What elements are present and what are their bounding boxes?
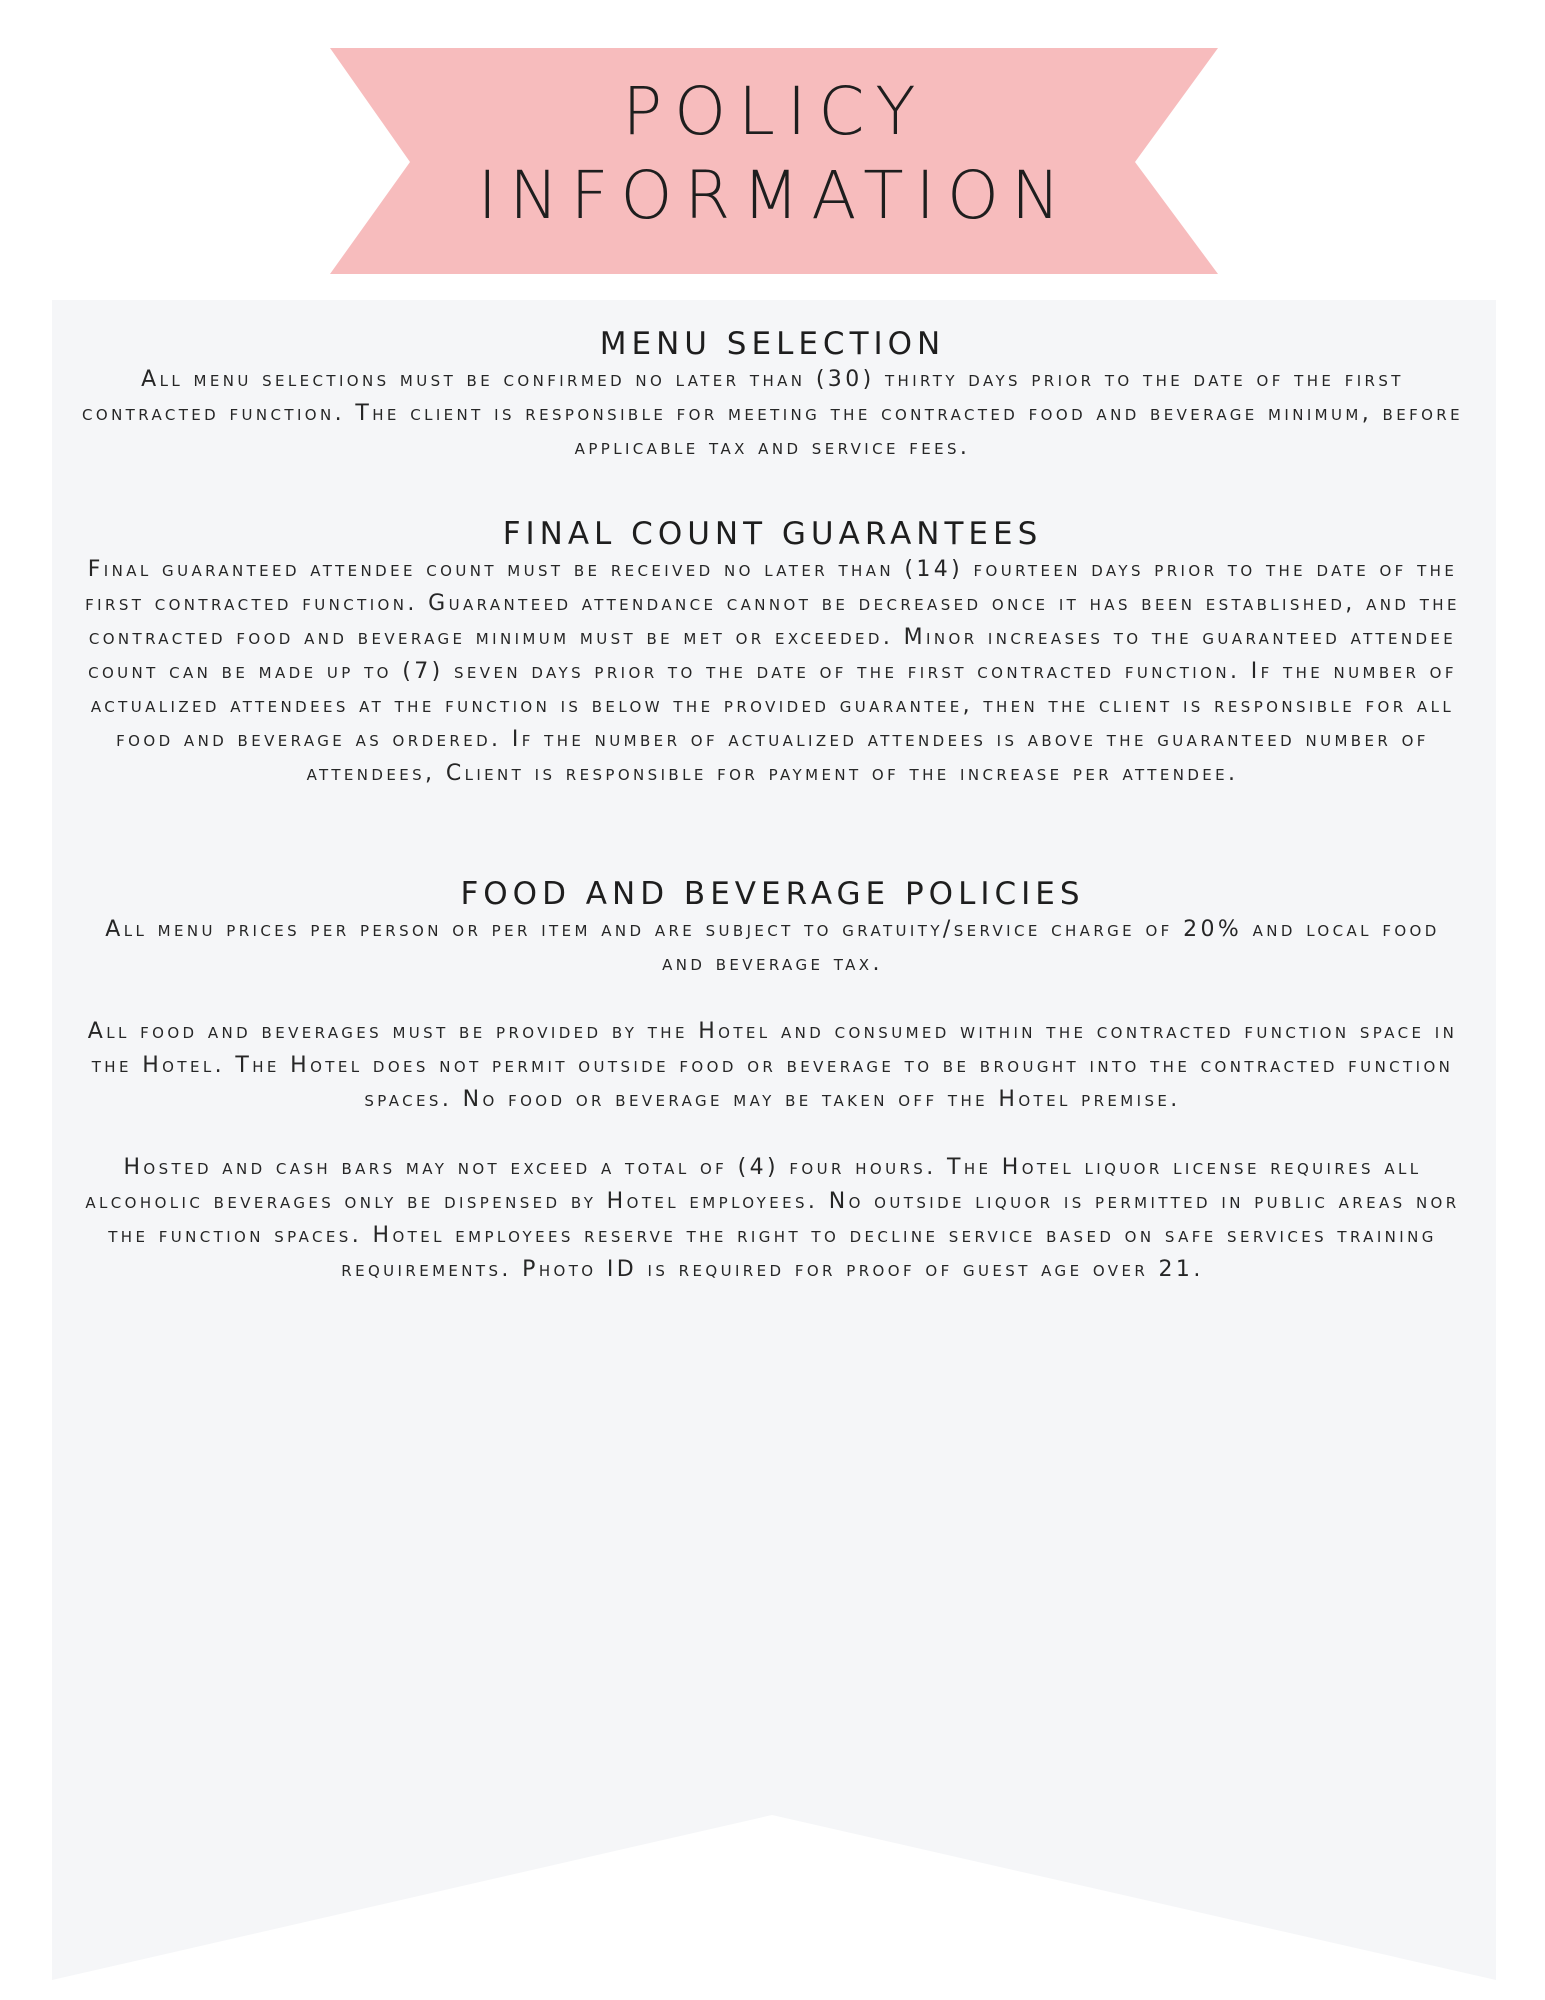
menu-selection-heading: MENU SELECTION	[599, 326, 946, 362]
title-line-information: INFORMATION	[477, 157, 1073, 234]
food-beverage-heading: FOOD AND BEVERAGE POLICIES	[460, 876, 1085, 912]
menu-selection-section	[80, 325, 1465, 465]
food-beverage-text-3: Hosted and cash bars may not exceed a total of (4) four hours. The Hotel liquor license requires all alcoholic beverages only be dispensed by Hotel employees. No outside liquor is permitted in public areas nor the function spaces. Hotel employees reserve the right to decline service based on safe services training requirements. Photo ID is required for proof of guest age over 21.	[85, 1155, 1460, 1282]
food-beverage-text-1: All menu prices per person or per item and are subject to gratuity/service charge of 20% and local food and beverage tax.	[105, 917, 1440, 976]
final-count-heading: FINAL COUNT GUARANTEES	[502, 516, 1043, 552]
food-beverage-text-2: All food and beverages must be provided by the Hotel and consumed within the contracted function space in the Hotel. The Hotel does not permit outside food or beverage to be brought into the contracted function spaces. No food or beverage may be taken off the Hotel premise.	[87, 1019, 1458, 1112]
final-count-text: Final guaranteed attendee count must be received no later than (14) fourteen days prior to the date of the first contracted function. Guaranteed attendance cannot be decreased once it has been established, and the contracted food and beverage minimum must be met or exceeded. Minor increases to the guaranteed attendee count can be made up to (7) seven days prior to the date of the first contracted function. If the number of actualized attendees at the function is below the provided guarantee, then the client is responsible for all food and beverage as ordered. If the number of actualized attendees is above the guaranteed number of attendees, Client is responsible for payment of the increase per attendee.	[85, 557, 1460, 786]
page-title	[330, 70, 1220, 238]
menu-selection-text: All menu selections must be confirmed no later than (30) thirty days prior to the date of the first contracted function. The client is responsible for meeting the contracted food and beverage minimum, before applicable tax and service fees.	[81, 367, 1464, 460]
title-line-policy: POLICY	[622, 73, 928, 150]
final-count-section	[80, 515, 1465, 791]
policy-content	[80, 325, 1465, 1287]
food-beverage-section	[80, 875, 1465, 1287]
